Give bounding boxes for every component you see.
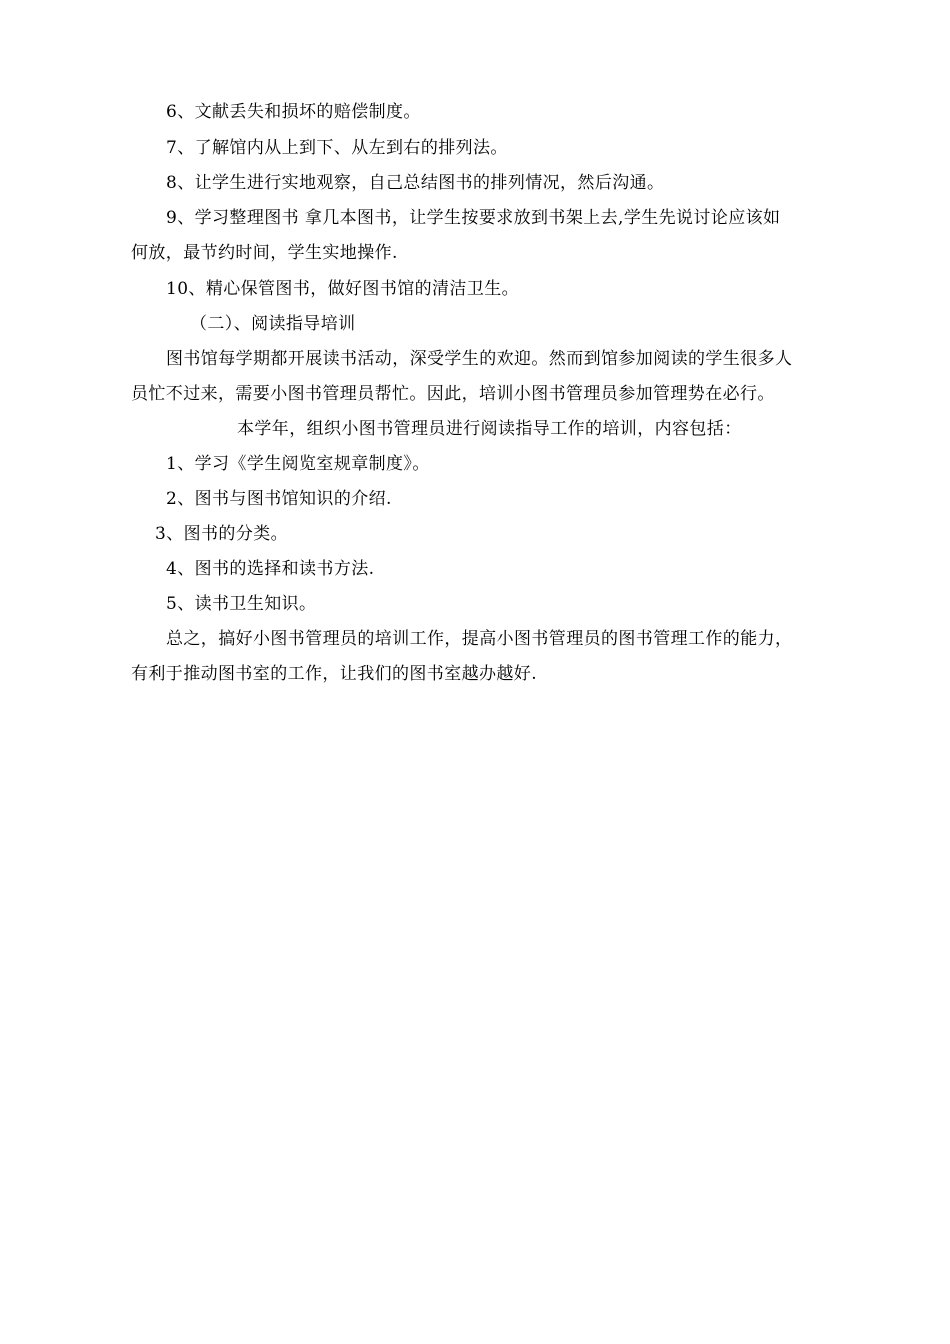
paragraph-line-1: 图书馆每学期都开展读书活动，深受学生的欢迎。然而到馆参加阅读的学生很多人 [166,349,793,369]
text-line-item-8: 8、让学生进行实地观察，自己总结图书的排列情况，然后沟通。 [166,173,665,193]
text-line-list-3: 3、图书的分类。 [155,524,289,544]
text-line-list-5: 5、读书卫生知识。 [166,594,317,614]
text-line-list-1: 1、学习《学生阅览室规章制度》。 [166,454,430,474]
text-line-item-9: 9、学习整理图书 拿几本图书，让学生按要求放到书架上去,学生先说讨论应该如 [166,208,781,228]
text-line-list-4: 4、图书的选择和读书方法. [166,559,375,579]
text-line-list-2: 2、图书与图书馆知识的介绍. [166,489,392,509]
paragraph-intro-line: 本学年，组织小图书管理员进行阅读指导工作的培训，内容包括： [237,419,742,439]
text-line-item-7: 7、了解馆内从上到下、从左到右的排列法。 [166,138,508,158]
paragraph-line-2: 员忙不过来，需要小图书管理员帮忙。因此，培训小图书管理员参加管理势在必行。 [131,384,775,404]
summary-line-2: 有利于推动图书室的工作，让我们的图书室越办越好. [131,664,538,684]
text-line-item-9-cont: 何放，最节约时间，学生实地操作. [131,243,398,263]
summary-line-1: 总之，搞好小图书管理员的培训工作，提高小图书管理员的图书管理工作的能力， [166,629,793,649]
section-heading-reading-guidance: （二）、阅读指导培训 [190,314,356,334]
text-line-item-6: 6、文献丢失和损坏的赔偿制度。 [166,102,421,122]
text-line-item-10: 10、精心保管图书，做好图书馆的清洁卫生。 [166,279,520,299]
